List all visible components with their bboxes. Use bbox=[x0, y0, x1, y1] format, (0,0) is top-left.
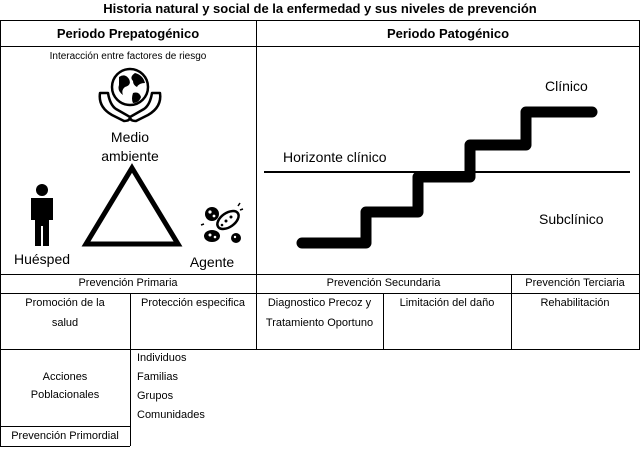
primordial-bottom bbox=[0, 446, 130, 447]
prevencion-secundaria: Prevención Secundaria bbox=[326, 277, 441, 289]
primary-col-divider bbox=[130, 293, 131, 446]
medio-label-1: Medio bbox=[110, 129, 150, 145]
subclinico-label: Subclínico bbox=[539, 211, 604, 227]
prevention-divider bbox=[0, 274, 640, 275]
target-individuos: Individuos bbox=[137, 352, 187, 364]
row-divider bbox=[0, 349, 640, 350]
subheader-divider bbox=[0, 293, 640, 294]
periodo-prepatogenico: Periodo Prepatogénico bbox=[56, 26, 200, 41]
prevencion-primaria: Prevención Primaria bbox=[78, 277, 178, 289]
clinico-label: Clínico bbox=[545, 78, 588, 94]
diagnostico-label-2: Tratamiento Oportuno bbox=[265, 317, 374, 329]
diagnostico-label-1: Diagnostico Precoz y bbox=[267, 297, 372, 309]
agente-label: Agente bbox=[189, 254, 235, 270]
triangle-icon bbox=[80, 162, 184, 250]
promocion-label-1: Promoción de la bbox=[25, 297, 105, 309]
acciones-label-2: Poblacionales bbox=[30, 389, 100, 401]
target-familias: Familias bbox=[137, 371, 178, 383]
rehabilitacion-label: Rehabilitación bbox=[540, 297, 610, 309]
promocion-label-2: salud bbox=[51, 317, 79, 329]
horizonte-clinico-label: Horizonte clínico bbox=[283, 149, 387, 165]
person-icon bbox=[27, 184, 57, 248]
target-grupos: Grupos bbox=[137, 390, 174, 402]
huesped-label: Huésped bbox=[14, 251, 71, 267]
diagram-title: Historia natural y social de la enfermedad y sus niveles de prevención bbox=[103, 1, 537, 16]
globe-in-hands-icon bbox=[95, 63, 165, 125]
target-comunidades: Comunidades bbox=[137, 409, 205, 421]
limitacion-label: Limitación del daño bbox=[399, 297, 495, 309]
interaction-label: Interacción entre factores de riesgo bbox=[49, 51, 207, 62]
microbes-icon bbox=[200, 202, 244, 246]
medio-label-2: ambiente bbox=[101, 148, 159, 164]
proteccion-label: Protección especifica bbox=[141, 297, 245, 309]
border-top bbox=[0, 20, 640, 21]
prevencion-primordial: Prevención Primordial bbox=[11, 430, 119, 442]
prevencion-terciaria: Prevención Terciaria bbox=[525, 277, 625, 289]
periodo-patogenico: Periodo Patogénico bbox=[386, 26, 510, 41]
primordial-divider bbox=[0, 426, 130, 427]
acciones-label-1: Acciones bbox=[42, 371, 88, 383]
